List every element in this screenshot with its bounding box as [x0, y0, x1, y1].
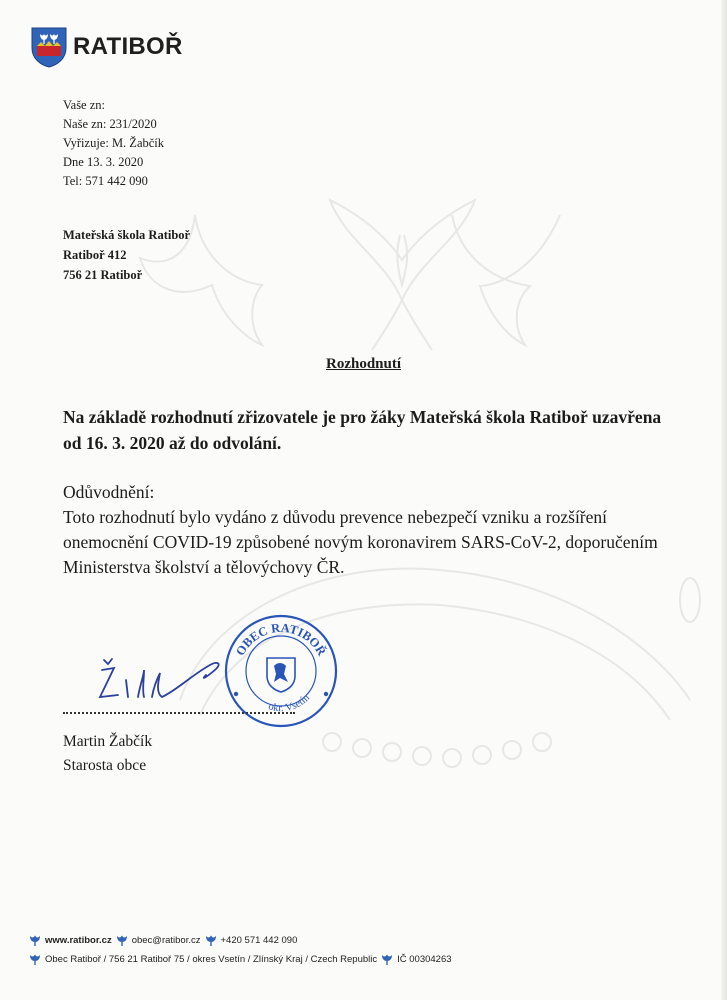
stamp-top-text: OBEC RATIBOŘ — [233, 620, 329, 659]
your-ref: Vaše zn: — [63, 98, 105, 112]
svg-text:okr. Vsetín — [267, 692, 312, 714]
our-ref: Naše zn: 231/2020 — [63, 117, 157, 131]
lily-icon — [30, 935, 40, 946]
reference-block — [63, 96, 164, 191]
phone-ref: Tel: 571 442 090 — [63, 174, 148, 188]
footer-contacts — [30, 931, 452, 950]
letter-date: Dne 13. 3. 2020 — [63, 155, 144, 169]
footer-email-link[interactable]: obec@ratibor.cz — [131, 935, 201, 946]
lily-icon — [206, 935, 216, 946]
justification-text: Toto rozhodnutí bylo vydáno z důvodu prevence nebezpečí vzniku a rozšíření onemocnění COVID-19 způsobené novým koronavirem SARS-CoV-2, doporučením Ministerstva školství a tělovýchovy ČR. — [63, 507, 658, 577]
handled-by: Vyřizuje: M. Žabčík — [63, 136, 165, 150]
footer-ic: IČ 00304263 — [397, 954, 452, 965]
footer-address: Obec Ratiboř / 756 21 Ratiboř 75 / okres Vsetín / Zlínský Kraj / Czech Republic — [45, 954, 378, 965]
recipient-address — [63, 225, 190, 285]
recipient-line-1: Mateřská škola Ratiboř — [63, 228, 191, 242]
signer-name: Martin Žabčík — [63, 733, 153, 750]
signer-block — [63, 730, 152, 778]
footer-address-row — [30, 950, 452, 969]
municipality-name: RATIBOŘ — [73, 33, 183, 60]
coat-of-arms-icon — [30, 26, 68, 68]
handwritten-signature — [92, 655, 242, 707]
stamp-bottom-text: okr. Vsetín — [266, 692, 312, 715]
justification-label: Odůvodnění: — [63, 482, 155, 502]
footer-phone: +420 571 442 090 — [220, 935, 298, 946]
document-heading: Rozhodnutí — [325, 356, 402, 372]
recipient-line-2: Ratiboř 412 — [63, 248, 127, 262]
recipient-line-3: 756 21 Ratiboř — [63, 268, 143, 282]
footer-web-link[interactable]: www.ratibor.cz — [45, 935, 112, 946]
signer-title: Starosta obce — [63, 757, 147, 774]
municipal-logo — [30, 26, 183, 68]
letter-footer — [30, 931, 452, 969]
signature-line — [63, 712, 295, 714]
decision-text: Na základě rozhodnutí zřizovatele je pro žáky Mateřská škola Ratiboř uzavřena od 16. 3. 2020 až do odvolání. — [63, 407, 662, 453]
lily-icon — [117, 935, 127, 946]
lily-icon — [30, 954, 40, 965]
lily-icon — [382, 954, 392, 965]
